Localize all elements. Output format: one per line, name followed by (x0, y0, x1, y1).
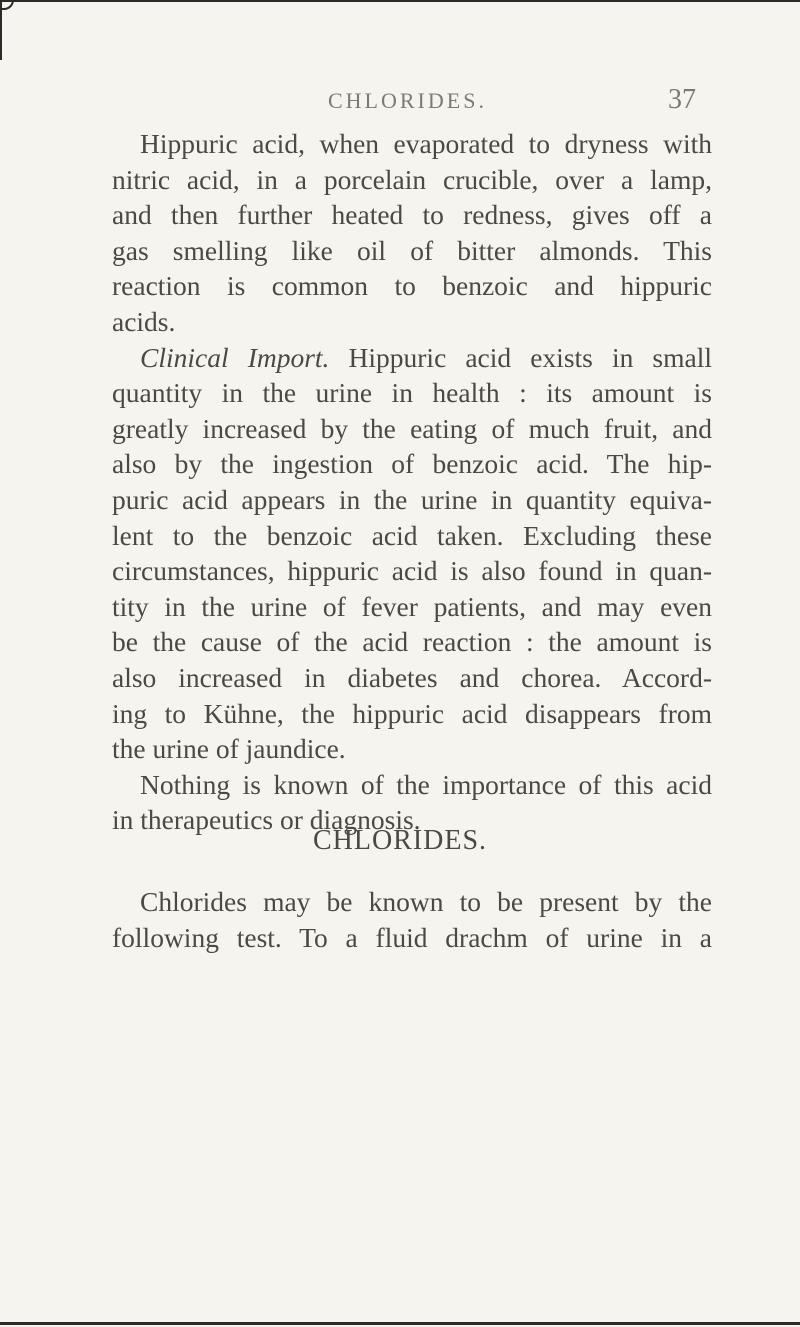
text-line: also by the ingestion of benzoic acid. The hip- (112, 448, 712, 480)
running-title: CHLORIDES. (328, 88, 487, 113)
page-edge-bottom (0, 1322, 800, 1325)
body-text (112, 126, 712, 838)
clinical-import-heading: Clinical Import. (140, 341, 330, 373)
text-line: Chlorides may be known to be present by the (140, 886, 712, 917)
section-body (112, 884, 712, 955)
text-line: quantity in the urine in health : its amount is (112, 377, 712, 409)
text-line: ing to Kühne, the hippuric acid disappears from (112, 697, 712, 729)
text-line: in therapeutics or diagnosis. (112, 804, 421, 836)
text-line: gas smelling like oil of bitter almonds. This (112, 234, 712, 266)
paragraph-hippuric-test (112, 126, 712, 340)
text-line: nitric acid, in a porcelain crucible, over a lamp, (112, 163, 712, 195)
page-edge-corner (0, 0, 14, 10)
section-heading: CHLORIDES. (312, 825, 488, 856)
text-line: following test. To a fluid drachm of urine in a (112, 921, 712, 953)
text-line (112, 340, 712, 376)
paragraph-clinical-import (112, 340, 712, 767)
text-line: and then further heated to redness, gives off a (112, 199, 712, 231)
text-line: greatly increased by the eating of much fruit, and (112, 412, 712, 444)
text-line: acids. (112, 305, 176, 337)
text-line-rest: Hippuric acid exists in small (329, 341, 712, 373)
text-line: tity in the urine of fever patients, and may even (112, 590, 712, 622)
text-line: Nothing is known of the importance of this acid (140, 768, 712, 800)
page-number: 37 (668, 84, 696, 115)
running-head (0, 84, 800, 122)
text-line: reaction is common to benzoic and hippuric (112, 270, 712, 302)
text-line: also increased in diabetes and chorea. Accord- (112, 661, 712, 693)
text-line: circumstances, hippuric acid is also found in quan- (112, 555, 712, 587)
text-line: puric acid appears in the urine in quantity equiva- (112, 483, 712, 515)
page-edge-top (0, 0, 800, 2)
text-line: be the cause of the acid reaction : the amount is (112, 626, 712, 658)
text-line: lent to the benzoic acid taken. Excluding these (112, 519, 712, 551)
text-line: the urine of jaundice. (112, 733, 346, 765)
text-line: Hippuric acid, when evaporated to dryness with (140, 128, 712, 159)
